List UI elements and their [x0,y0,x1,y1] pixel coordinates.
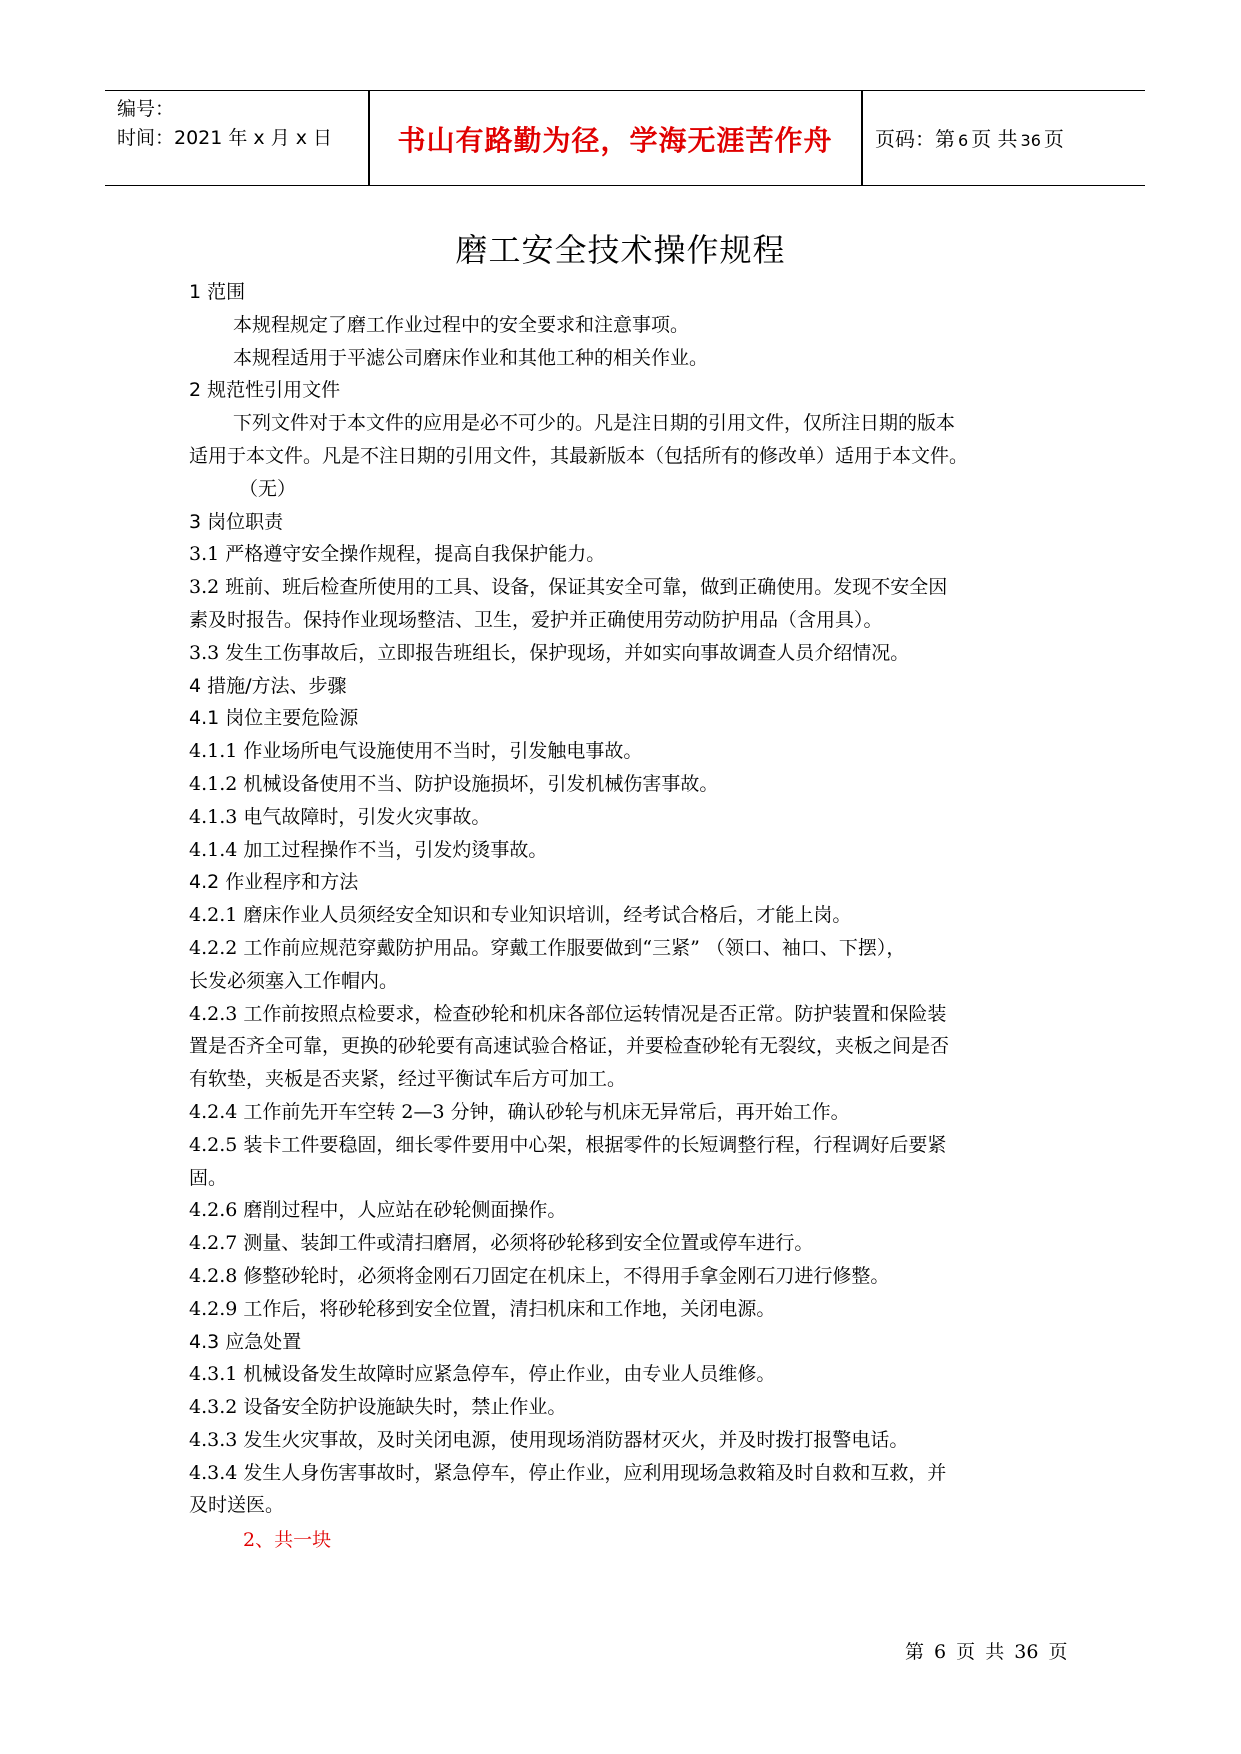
paragraph-line: 下列文件对于本文件的应用是必不可少的。凡是注日期的引用文件，仅所注日期的版本 [233,412,956,435]
paragraph-line: 固。 [189,1166,228,1189]
paragraph-line: 4.3.2 设备安全防护设施缺失时，禁止作业。 [189,1396,567,1419]
paragraph-line: 4.2.3 工作前按照点检要求，检查砂轮和机床各部位运转情况是否正常。防护装置和保险装 [189,1002,947,1025]
paragraph-line: 4.2.1 磨床作业人员须经安全知识和专业知识培训，经考试合格后，才能上岗。 [189,904,852,927]
section-heading: 3 岗位职责 [189,510,284,533]
paragraph-line: 4.2.6 磨削过程中，人应站在砂轮侧面操作。 [189,1199,567,1222]
page-suffix: 页 [1043,127,1064,151]
paragraph-line: 有软垫，夹板是否夹紧，经过平衡试车后方可加工。 [189,1068,627,1091]
document-body [189,276,1059,1557]
section-heading: 4 措施/方法、步骤 [189,674,347,697]
page-middle: 页 共 [971,127,1018,151]
paragraph-line: 4.2.8 修整砂轮时，必须将金刚石刀固定在机床上，不得用手拿金刚石刀进行修整。 [189,1264,890,1287]
paragraph-line: 适用于本文件。凡是不注日期的引用文件，其最新版本（包括所有的修改单）适用于本文件。 [189,444,969,467]
paragraph-line: 4.1.3 电气故障时，引发火灾事故。 [189,805,491,828]
paragraph-line: 素及时报告。保持作业现场整洁、卫生，爱护并正确使用劳动防护用品（含用具）。 [189,608,883,631]
paragraph-line: 本规程规定了磨工作业过程中的安全要求和注意事项。 [233,313,690,336]
paragraph-line: 4.2.5 装卡工件要稳固，细长零件要用中心架，根据零件的长短调整行程，行程调好后要紧 [189,1133,947,1156]
paragraph-line: 4.3.4 发生人身伤害事故时，紧急停车，停止作业，应利用现场急救箱及时自救和互救，并 [189,1461,947,1484]
paragraph-line: 3.1 严格遵守安全操作规程，提高自我保护能力。 [189,543,606,566]
paragraph-line: 4.1.4 加工过程操作不当，引发灼烫事故。 [189,838,548,861]
header-divider [861,91,863,185]
paragraph-line: 长发必须塞入工作帽内。 [189,969,399,992]
header-page-indicator [875,123,1064,152]
section-heading: 4.3 应急处置 [189,1330,302,1353]
paragraph-line: 4.3.1 机械设备发生故障时应紧急停车，停止作业，由专业人员维修。 [189,1363,776,1386]
paragraph-line: 4.2.2 工作前应规范穿戴防护用品。穿戴工作服要做到“三紧” （领口、袖口、下摆）， [189,936,906,959]
red-note: 2、共一块 [243,1529,332,1552]
paragraph-line: 4.1.2 机械设备使用不当、防护设施损坏，引发机械伤害事故。 [189,772,719,795]
paragraph-line: 及时送医。 [189,1494,285,1517]
header-motto: 书山有路勤为径，学海无涯苦作舟 [397,124,833,157]
paragraph-line: 4.2.7 测量、装卸工件或清扫磨屑，必须将砂轮移到安全位置或停车进行。 [189,1232,814,1255]
section-heading: 1 范围 [189,281,246,303]
page-header [105,90,1145,186]
section-heading: 4.1 岗位主要危险源 [189,707,359,730]
paragraph-line: 置是否齐全可靠，更换的砂轮要有高速试验合格证，并要检查砂轮有无裂纹，夹板之间是否 [189,1035,950,1058]
page-prefix: 页码：第 [875,127,955,151]
paragraph-line: 4.2.4 工作前先开车空转 2—3 分钟，确认砂轮与机床无异常后，再开始工作。 [189,1100,850,1123]
paragraph-line: 4.1.1 作业场所电气设施使用不当时，引发触电事故。 [189,740,643,763]
document-number-label: 编号： [117,98,175,120]
header-divider [368,91,370,185]
page-footer: 第 6 页 共 36 页 [905,1641,1068,1663]
page-current: 6 [958,131,969,150]
document-title: 磨工安全技术操作规程 [455,231,786,269]
paragraph-line: 4.2.9 工作后，将砂轮移到安全位置，清扫机床和工作地，关闭电源。 [189,1297,776,1320]
paragraph-line: 3.2 班前、班后检查所使用的工具、设备，保证其安全可靠，做到正确使用。发现不安全因 [189,576,948,599]
page-total: 36 [1020,131,1041,150]
paragraph-line: 本规程适用于平滤公司磨床作业和其他工种的相关作业。 [233,346,709,369]
paragraph-line: 3.3 发生工伤事故后，立即报告班组长，保护现场，并如实向事故调查人员介绍情况。 [189,641,910,664]
document-time-label: 时间：2021 年 x 月 x 日 [117,127,333,149]
paragraph-line: （无） [239,477,297,500]
paragraph-line: 4.3.3 发生火灾事故，及时关闭电源，使用现场消防器材灭火，并及时拨打报警电话。 [189,1428,909,1451]
section-heading: 4.2 作业程序和方法 [189,871,359,894]
header-meta [117,95,332,153]
section-heading: 2 规范性引用文件 [189,379,341,402]
